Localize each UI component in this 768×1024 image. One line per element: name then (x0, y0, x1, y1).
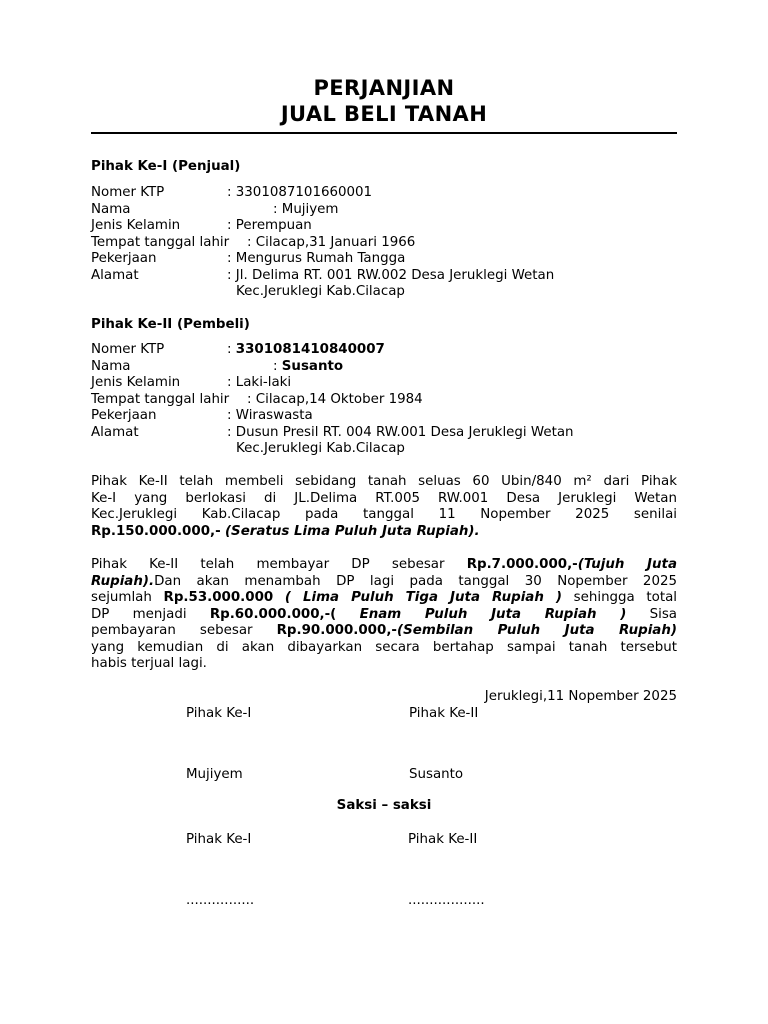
buyer-birth-label: Tempat tanggal lahir (91, 391, 230, 407)
document-title-line2: JUAL BELI TANAH (280, 102, 488, 126)
buyer-gender-label: Jenis Kelamin (91, 375, 181, 390)
additional-dp-words: ( Lima Puluh Tiga Juta Rupiah ) (284, 590, 563, 605)
buyer-job-row (91, 408, 677, 425)
dp-amount: Rp.7.000.000,- (466, 557, 578, 572)
payment-text: sehingga total (573, 590, 677, 605)
seller-name-label: Nama (91, 201, 131, 217)
seller-address-continuation: Kec.Jeruklegi Kab.Cilacap (236, 284, 405, 299)
seller-ktp-value: : 3301087101660001 (227, 185, 373, 200)
witness-heading: Saksi – saksi (336, 798, 432, 813)
buyer-address-continuation: Kec.Jeruklegi Kab.Cilacap (236, 441, 405, 456)
additional-dp-amount: Rp.53.000.000 (163, 590, 274, 605)
purchase-line: Kec.Jeruklegi Kab.Cilacap pada tanggal 11 Nopember 2025 senilai (91, 507, 677, 522)
signature-right-name: Susanto (409, 767, 464, 782)
buyer-ktp-row (91, 342, 677, 359)
payment-paragraph (91, 557, 677, 673)
payment-text: sejumlah (91, 590, 152, 605)
buyer-ktp-value: 3301081410840007 (235, 342, 385, 357)
payment-text: Dan akan menambah DP lagi pada tanggal 30 Nopember 2025 (154, 573, 677, 589)
buyer-ktp-label: Nomer KTP (91, 342, 165, 357)
witness-right-label: Pihak Ke-II (408, 832, 478, 847)
purchase-price-line (91, 524, 677, 541)
seller-address-label: Alamat (91, 267, 139, 283)
seller-name-row (91, 202, 677, 219)
seller-address-row (91, 268, 677, 285)
place-date: Jeruklegi,11 Nopember 2025 (484, 689, 677, 704)
payment-line (91, 607, 677, 624)
purchase-line: Pihak Ke-II telah membeli sebidang tanah seluas 60 Ubin/840 m² dari Pihak (91, 474, 677, 489)
payment-text: Sisa (649, 606, 677, 622)
seller-gender-label: Jenis Kelamin (91, 218, 181, 233)
payment-line (91, 590, 677, 607)
total-dp-amount: Rp.60.000.000,-( (209, 606, 337, 622)
payment-line: yang kemudian di akan dibayarkan secara bertahap sampai tanah tersebut (91, 639, 677, 655)
purchase-paragraph (91, 474, 677, 540)
payment-line: habis terjual lagi. (91, 656, 207, 671)
seller-job-value: : Mengurus Rumah Tangga (227, 251, 406, 266)
seller-address-value: : Jl. Delima RT. 001 RW.002 Desa Jeruklegi Wetan (227, 267, 555, 283)
buyer-name-separator: : (273, 358, 282, 374)
signature-left-label: Pihak Ke-I (186, 706, 252, 721)
remaining-amount: Rp.90.000.000,- (276, 623, 397, 638)
seller-birth-label: Tempat tanggal lahir (91, 234, 230, 250)
document-title-line1: PERJANJIAN (313, 76, 455, 100)
title-divider (91, 132, 677, 134)
dp-amount-words: (Tujuh Juta (577, 557, 677, 572)
buyer-name-label: Nama (91, 358, 131, 374)
seller-ktp-label: Nomer KTP (91, 185, 165, 200)
payment-text: DP menjadi (91, 606, 187, 622)
payment-text: Pihak Ke-II telah membayar DP sebesar (91, 557, 445, 572)
seller-name-value: : Mujiyem (273, 201, 339, 217)
seller-gender-row (91, 218, 677, 235)
payment-line (91, 557, 677, 574)
payment-line (91, 623, 677, 640)
signature-left-name: Mujiyem (186, 767, 243, 782)
seller-job-label: Pekerjaan (91, 251, 157, 266)
buyer-name-value: Susanto (281, 358, 344, 374)
buyer-job-value: : Wiraswasta (227, 408, 313, 423)
buyer-address-label: Alamat (91, 424, 139, 440)
buyer-birth-row (91, 392, 677, 409)
payment-text: pembayaran sebesar (91, 623, 253, 638)
witness-left-signature-line: ................ (186, 893, 255, 908)
dp-amount-words-cont: Rupiah). (91, 573, 155, 589)
payment-line (91, 574, 677, 591)
buyer-gender-row (91, 375, 677, 392)
witness-left-label: Pihak Ke-I (186, 832, 252, 847)
total-dp-words: Enam Puluh Juta Rupiah ) (359, 606, 627, 622)
purchase-line: Ke-I yang berlokasi di JL.Delima RT.005 RW.001 Desa Jeruklegi Wetan (91, 490, 677, 506)
buyer-name-row (91, 359, 677, 376)
buyer-gender-value: : Laki-laki (227, 375, 292, 390)
buyer-heading: Pihak Ke-II (Pembeli) (91, 317, 250, 332)
buyer-job-label: Pekerjaan (91, 408, 157, 423)
seller-birth-row (91, 235, 677, 252)
buyer-address-value: : Dusun Presil RT. 004 RW.001 Desa Jeruklegi Wetan (227, 424, 574, 440)
signature-right-label: Pihak Ke-II (409, 706, 479, 721)
buyer-birth-value: : Cilacap,14 Oktober 1984 (247, 391, 423, 407)
buyer-ktp-separator: : (227, 342, 236, 357)
witness-right-signature-line: .................. (408, 893, 485, 908)
buyer-address-row (91, 425, 677, 442)
purchase-price: Rp.150.000.000,- (91, 523, 221, 539)
seller-heading: Pihak Ke-I (Penjual) (91, 159, 241, 174)
purchase-price-words: (Seratus Lima Puluh Juta Rupiah). (224, 523, 480, 539)
seller-birth-value: : Cilacap,31 Januari 1966 (247, 234, 416, 250)
seller-gender-value: : Perempuan (227, 218, 312, 233)
seller-job-row (91, 251, 677, 268)
seller-ktp-row (91, 185, 677, 202)
remaining-amount-words: (Sembilan Puluh Juta Rupiah) (396, 623, 677, 638)
